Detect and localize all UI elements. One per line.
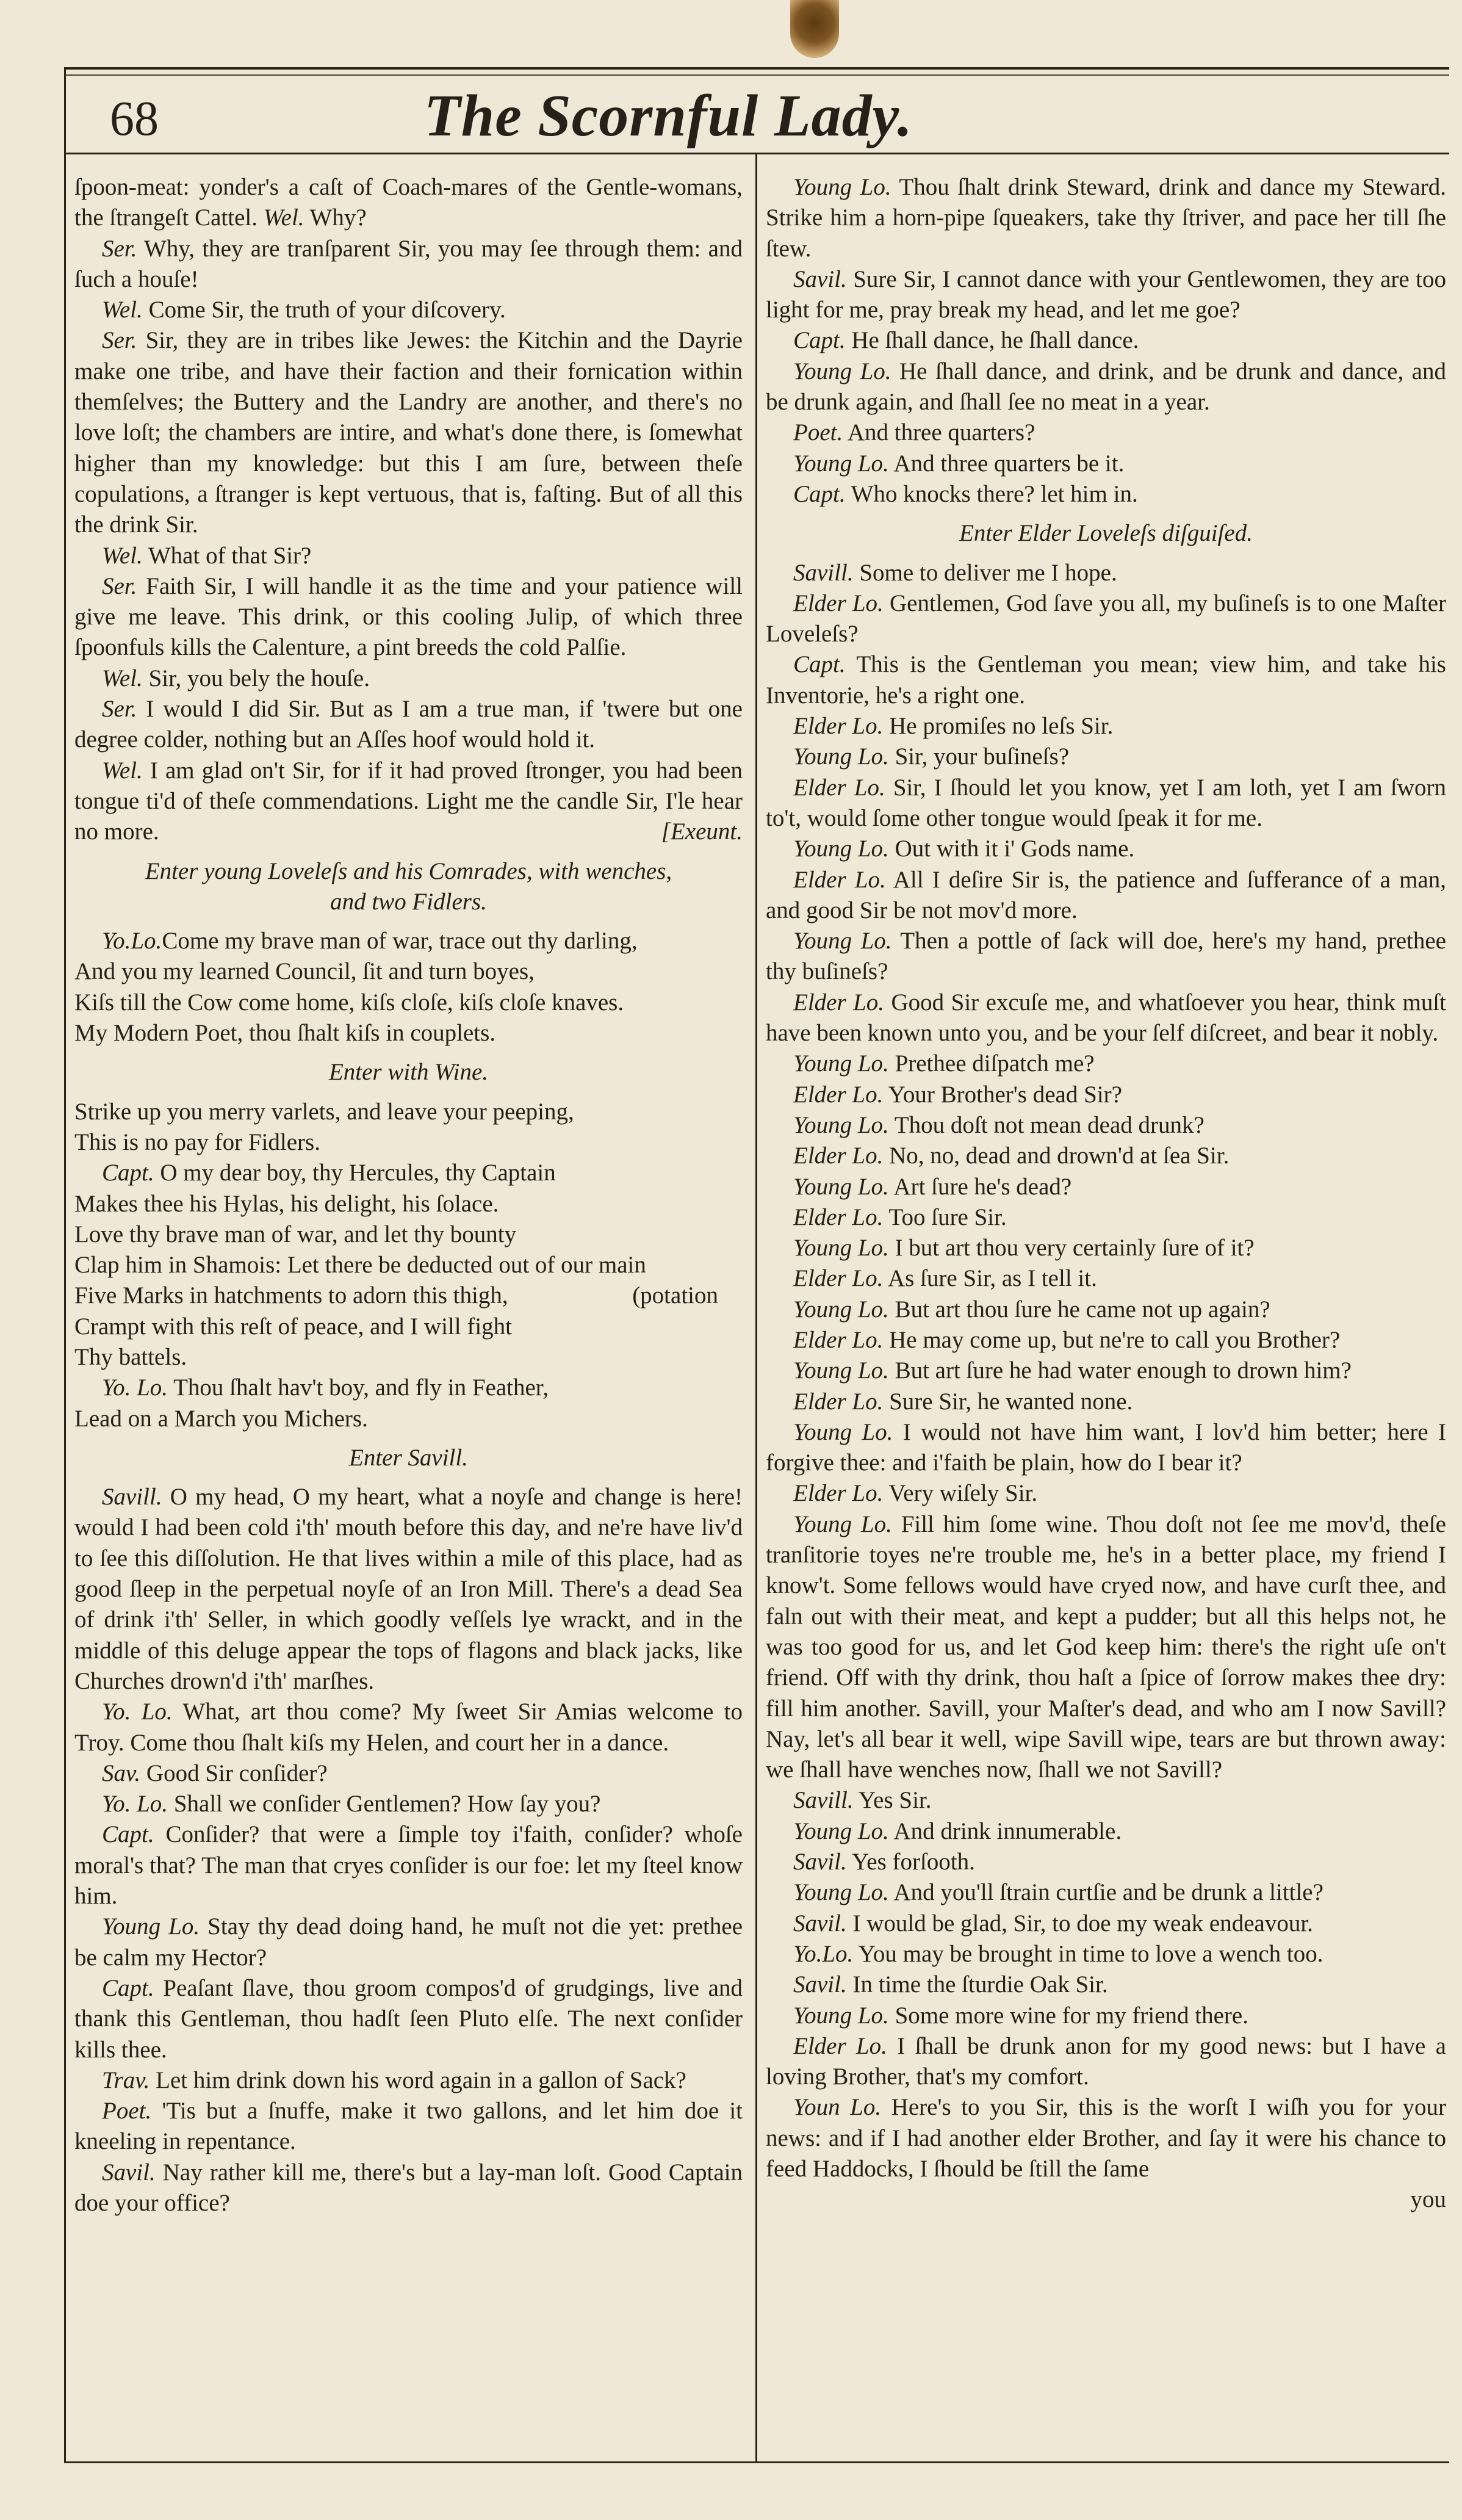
speech: [766, 2001, 1446, 2031]
speaker-name: Elder Lo.: [793, 989, 885, 1016]
verse-overflow: (potation: [632, 1282, 718, 1309]
verse-text: And you my learned Council, ſit and turn boyes,: [74, 958, 535, 985]
speaker-name: Elder Lo.: [793, 1204, 884, 1230]
verse-text: Lead on a March you Michers.: [74, 1405, 368, 1432]
speech-text: This is the Gentleman you mean; view him, and take his Inventorie, he's a right one.: [766, 651, 1446, 709]
speaker-name: Yo. Lo.: [102, 1699, 173, 1725]
speech-text: Who knocks there? let him in.: [845, 480, 1138, 507]
running-title: The Scornful Lady.: [423, 83, 913, 149]
speaker-name: Capt.: [102, 1974, 154, 2001]
verse-text: This is no pay for Fidlers.: [74, 1128, 320, 1155]
speech-text: I but art thou very certainly ſure of it?: [888, 1235, 1255, 1262]
speech-text: Some to deliver me I hope.: [853, 559, 1117, 586]
speech: [766, 773, 1446, 834]
right-column: [766, 172, 1446, 2215]
speaker-name: Young Lo.: [793, 743, 889, 770]
stage-direction-line: Enter Elder Loveleſs diſguiſed.: [959, 520, 1253, 547]
verse-line: [74, 1097, 743, 1127]
speech-text: Yes Sir.: [853, 1787, 932, 1814]
speech-text: Thou ſhalt drink Steward, drink and dance my Steward. Strike him a horn-pipe ſqueakers, take thy ſtriver, and pace her till ſhe ſtew.: [766, 174, 1446, 262]
speaker-name: Elder Lo.: [793, 1388, 884, 1415]
speech-text: But art thou ſure he came not up again?: [888, 1296, 1270, 1323]
speech-text: Peaſant ſlave, thou groom compos'd of grudgings, live and thank this Gentleman, thou hadſt ſeen Pluto elſe. The next conſider kills thee.: [74, 1974, 743, 2063]
speech: [766, 1141, 1446, 1171]
stage-direction: [74, 1057, 743, 1088]
speech: [74, 325, 743, 540]
speaker-name: Wel.: [102, 757, 143, 784]
speech-text: I would I did Sir. But as I am a true man, if 'twere but one degree colder, nothing but an Aſſes hoof would hold it.: [74, 696, 743, 753]
speaker-name: Savill.: [102, 1484, 162, 1511]
speech-text: Sir, they are in tribes like Jewes: the Kitchin and the Dayrie make one tribe, and have their faction and their fornication within themſelves; the Buttery and the Landry are another, and there's no love loſt; the chambers are intire, and what's done there, is ſomewhat higher than my knowledge: but this I am ſure, between theſe copulations, a ſtranger is kept vertuous, that is, faſting. But of all this the drink Sir.: [74, 327, 743, 538]
speech-text: And three quarters be it.: [888, 450, 1125, 477]
speech: [766, 987, 1446, 1049]
speech: [766, 356, 1446, 418]
speech-text: Some more wine for my friend there.: [888, 2002, 1248, 2029]
verse-text: Love thy brave man of war, and let thy bounty: [74, 1221, 517, 1247]
top-rule-inner: [64, 74, 1449, 76]
speaker-name: Young Lo.: [793, 1511, 892, 1537]
speaker-name: Yo. Lo.: [102, 1374, 168, 1401]
speech-text: Prethee diſpatch me?: [888, 1050, 1095, 1077]
speech: [766, 2092, 1446, 2184]
speech: [766, 1478, 1446, 1509]
speech: [766, 865, 1446, 926]
speaker-name: Savil.: [793, 1971, 847, 1998]
speech: [74, 234, 743, 295]
speech-text: Good Sir excuſe me, and whatſoever you hear, think muſt have been known unto you, and be your ſelf diſcreet, and bear it nobly.: [766, 989, 1446, 1047]
speech: [766, 1049, 1446, 1079]
verse-text: O my dear boy, thy Hercules, thy Captain: [154, 1160, 556, 1186]
speech-text: Your Brother's dead Sir?: [883, 1081, 1122, 1108]
speaker-name: Young Lo.: [793, 1050, 889, 1077]
speaker-name: Young Lo.: [793, 174, 891, 200]
speech-text: Gentlemen, God ſave you all, my buſineſs is to one Maſter Loveleſs?: [766, 590, 1446, 648]
speaker-name: Elder Lo.: [793, 1480, 884, 1507]
speech-text: Shall we conſider Gentlemen? How ſay you?: [168, 1791, 601, 1818]
speaker-name: Yo.Lo.: [793, 1940, 854, 1967]
stage-direction-line: Enter with Wine.: [328, 1059, 489, 1086]
speech-text: 'Tis but a ſnuffe, make it two gallons, and let him doe it kneeling in repentance.: [74, 2098, 743, 2155]
speech: [766, 1080, 1446, 1110]
speech: [766, 834, 1446, 864]
verse-line: [74, 987, 743, 1018]
speech: [74, 1973, 743, 2065]
speech: [766, 558, 1446, 588]
verse-text: Clap him in Shamois: Let there be deducted out of our main: [74, 1252, 646, 1279]
speaker-name: Young Lo.: [793, 1173, 889, 1200]
speaker-name: Young Lo.: [793, 836, 889, 862]
speech: [766, 172, 1446, 264]
speech-text: And three quarters?: [843, 419, 1035, 446]
verse-line: [74, 1373, 743, 1403]
stage-direction: [766, 518, 1446, 549]
speaker-name: Wel.: [102, 665, 143, 691]
speaker-name: Young Lo.: [793, 1111, 889, 1138]
speech: [74, 1758, 743, 1789]
speaker-name: Elder Lo.: [793, 1265, 884, 1292]
speech: [766, 1908, 1446, 1939]
speech-text: Why, they are tranſparent Sir, you may ſee through them: and ſuch a houſe!: [74, 235, 743, 292]
speech-text: And drink innumerable.: [888, 1818, 1122, 1844]
speech: [766, 1356, 1446, 1386]
speaker-name: Trav.: [102, 2067, 150, 2093]
speech-text: Nay rather kill me, there's but a lay-man loſt. Good Captain doe your office?: [74, 2159, 743, 2216]
verse-line: [74, 1219, 743, 1250]
speech: [74, 2065, 743, 2096]
speech: [766, 1233, 1446, 1263]
speech: [74, 1912, 743, 1973]
page-number: 68: [110, 92, 159, 146]
speech-text: No, no, dead and drown'd at ſea Sir.: [883, 1143, 1230, 1169]
verse-line: [74, 1250, 743, 1280]
speaker-name: Elder Lo.: [793, 866, 886, 893]
verse-line: [74, 1342, 743, 1373]
speaker-name: Young Lo.: [793, 2002, 889, 2029]
speech-text: He promiſes no leſs Sir.: [883, 713, 1114, 740]
speaker-name: Elder Lo.: [793, 1081, 884, 1108]
speech: [766, 417, 1446, 448]
speech-text: I would be glad, Sir, to doe my weak endeavour.: [846, 1910, 1313, 1937]
speaker-name: Young Lo.: [793, 358, 891, 384]
speaker-name: Savil.: [102, 2159, 156, 2186]
speech: [766, 649, 1446, 711]
verse-text: Five Marks in hatchments to adorn this thigh,: [74, 1282, 508, 1309]
speech: [766, 588, 1446, 650]
speech-text: What, art thou come? My ſweet Sir Amias welcome to Troy. Come thou ſhalt kiſs my Helen, and court her in a dance.: [74, 1699, 743, 1756]
verse-text: Come my brave man of war, trace out thy darling,: [162, 928, 638, 955]
speaker-name: Capt.: [793, 327, 846, 354]
speech: [74, 295, 743, 325]
speaker-name: Yo. Lo.: [102, 1791, 168, 1818]
speech: [74, 1819, 743, 1912]
speech: [74, 1697, 743, 1758]
speech: [74, 1789, 743, 1819]
speech-text: Yes forſooth.: [846, 1849, 975, 1876]
speaker-name: Young Lo.: [793, 1879, 889, 1906]
speech-text: As ſure Sir, as I tell it.: [883, 1265, 1097, 1292]
speaker-name: Savil.: [793, 265, 847, 292]
verse-text: My Modern Poet, thou ſhalt kiſs in couplets.: [74, 1020, 496, 1047]
speaker-name: Wel.: [102, 542, 143, 569]
speech-text: He ſhall dance, he ſhall dance.: [845, 327, 1139, 354]
speech: [74, 541, 743, 571]
speech-text: O my head, O my heart, what a noyſe and change is here! would I had been cold i'th' mouth before this day, and ne're have liv'd to ſee this diſſolution. He that lives within a mile of this place, had as good ſleep in the perpetual noyſe of an Iron Mill. There's a dead Sea of drink i'th' Seller, in which goodly veſſels lye wrackt, and in the middle of this deluge appear the tops of flagons and black jacks, like Churches drown'd i'th' marſhes.: [74, 1484, 743, 1694]
speech-text: What of that Sir?: [142, 542, 312, 569]
speech-text: Sir, your buſineſs?: [888, 743, 1070, 770]
speech-text: Conſider? that were a ſimple toy i'faith, conſider? whoſe moral's that? The man that cryes conſider is our foe: let my ſteel know him.: [74, 1821, 743, 1910]
speech-text: Come Sir, the truth of your diſcovery.: [142, 297, 506, 323]
speech-text: Art ſure he's dead?: [888, 1173, 1072, 1200]
speech: [766, 1847, 1446, 1877]
speech: [766, 479, 1446, 510]
speaker-name: Yo.Lo.: [102, 928, 162, 955]
speaker-name: Young Lo.: [793, 1818, 889, 1844]
speech-text: Why?: [304, 204, 367, 231]
speech-text: I would not have him want, I lov'd him better; here I forgive thee: and i'faith be plain, how do I bear it?: [766, 1418, 1446, 1476]
speech-text: You may be brought in time to love a wench too.: [853, 1940, 1323, 1967]
speaker-name: Youn Lo.: [793, 2094, 882, 2121]
verse-line: [74, 1018, 743, 1049]
speech: [74, 571, 743, 663]
speaker-name: Elder Lo.: [793, 590, 884, 616]
speech: [766, 1509, 1446, 1786]
speech-text: Sure Sir, he wanted none.: [883, 1388, 1133, 1415]
speech: [766, 1325, 1446, 1356]
speaker-name: Ser.: [102, 572, 137, 599]
speaker-name: Sav.: [102, 1760, 141, 1786]
speech-text: Sir, you bely the houſe.: [142, 665, 370, 691]
catchword: you: [1410, 2186, 1446, 2213]
speech: [766, 1785, 1446, 1816]
stage-direction-line: Enter young Loveleſs and his Comrades, with wenches,: [145, 857, 672, 884]
speech: [766, 1172, 1446, 1202]
speaker-name: Poet.: [793, 419, 843, 446]
verse-passage: [74, 926, 743, 1049]
stage-direction-line: Enter Savill.: [349, 1444, 468, 1471]
verse-text: Thou ſhalt hav't boy, and fly in Feather,: [168, 1374, 549, 1401]
speech: [74, 2096, 743, 2157]
speech: [766, 711, 1446, 742]
speech: [74, 172, 743, 234]
speech: [766, 1202, 1446, 1233]
speaker-name: Savil.: [793, 1910, 847, 1937]
speech: [74, 694, 743, 756]
speaker-name: Capt.: [793, 651, 846, 678]
speech-text: Here's to you Sir, this is the worſt I wiſh you for your news: and if I had another elder Brother, and ſay it were his chance to feed Haddocks, I ſhould be ſtill the ſame: [766, 2094, 1446, 2182]
verse-line: [74, 1404, 743, 1434]
stage-direction: [74, 856, 743, 918]
verse-line: [74, 1312, 743, 1342]
ink-blot: [790, 0, 839, 58]
speaker-name: Ser.: [102, 235, 137, 262]
speaker-name: Capt.: [102, 1821, 154, 1848]
speech-text: Too ſure Sir.: [883, 1204, 1007, 1230]
stage-direction-line: and two Fidlers.: [330, 888, 487, 915]
verse-text: Kiſs till the Cow come home, kiſs cloſe, kiſs cloſe knaves.: [74, 989, 624, 1016]
speech-text: ſpoon-meat: yonder's a caſt of Coach-mares of the Gentle-womans, the ſtrangeſt Cattel.: [74, 174, 743, 231]
speech: [766, 264, 1446, 326]
verse-line: [74, 1189, 743, 1219]
speech-text: And you'll ſtrain curtſie and be drunk a little?: [888, 1879, 1323, 1906]
verse-passage: [74, 1097, 743, 1434]
speech-text: Stay thy dead doing hand, he muſt not die yet: prethee be calm my Hector?: [74, 1913, 743, 1971]
speech-text: He may come up, but ne're to call you Brother?: [883, 1326, 1341, 1353]
speech-text: Then a pottle of ſack will doe, here's my hand, prethee thy buſineſs?: [766, 928, 1446, 985]
speaker-name: Young Lo.: [793, 928, 892, 955]
speaker-name: Elder Lo.: [793, 713, 884, 740]
exeunt-direction: [Exeunt.: [661, 818, 743, 845]
speaker-name: Ser.: [102, 327, 137, 354]
speech: [74, 756, 743, 848]
speech: [766, 1294, 1446, 1325]
left-border-rule: [64, 67, 66, 2463]
speaker-name: Poet.: [102, 2098, 152, 2125]
speaker-name: Young Lo.: [793, 1418, 893, 1445]
speaker-name: Young Lo.: [793, 1235, 889, 1262]
speech: [766, 1263, 1446, 1294]
speech-text: In time the ſturdie Oak Sir.: [846, 1971, 1108, 1998]
left-column: [74, 172, 743, 2219]
speech: [766, 449, 1446, 479]
verse-text: Strike up you merry varlets, and leave your peeping,: [74, 1098, 574, 1125]
speech: [766, 742, 1446, 772]
verse-line: [74, 1127, 743, 1158]
speech: [766, 926, 1446, 987]
speaker-name: Wel.: [263, 204, 304, 231]
speech: [766, 325, 1446, 356]
verse-text: Crampt with this reſt of peace, and I will fight: [74, 1313, 512, 1340]
speech-text: He ſhall dance, and drink, and be drunk and dance, and be drunk again, and ſhall ſee no meat in a year.: [766, 358, 1446, 416]
verse-line: [74, 956, 743, 987]
verse-text: Makes thee his Hylas, his delight, his ſolace.: [74, 1190, 499, 1217]
speaker-name: Elder Lo.: [793, 1143, 884, 1169]
speech: [766, 1939, 1446, 1969]
speaker-name: Young Lo.: [793, 450, 889, 477]
speech: [74, 2157, 743, 2219]
speaker-name: Capt.: [102, 1160, 154, 1186]
verse-text: Thy battels.: [74, 1343, 187, 1370]
speech-text: Out with it i' Gods name.: [888, 836, 1135, 862]
speech-text: But art ſure he had water enough to drown him?: [888, 1357, 1352, 1384]
speaker-name: Capt.: [793, 480, 846, 507]
speaker-name: Young Lo.: [793, 1296, 889, 1323]
speech-text: Faith Sir, I will handle it as the time and your patience will give me leave. This drink, or this cooling Julip, of which three ſpoonfuls kills the Calenture, a pint breeds the cold Palſie.: [74, 572, 743, 661]
speech-text: Sir, I ſhould let you know, yet I am loth, yet I am ſworn to't, would ſome other tongue would ſpeak it for me.: [766, 774, 1446, 831]
speech: [766, 1816, 1446, 1847]
top-rule: [64, 67, 1449, 70]
speech-text: Good Sir conſider?: [140, 1760, 328, 1786]
speaker-name: Savill.: [793, 559, 854, 586]
speech: [74, 663, 743, 694]
speaker-name: Wel.: [102, 297, 143, 323]
bottom-rule: [64, 2461, 1449, 2463]
speech: [766, 2031, 1446, 2093]
speaker-name: Young Lo.: [102, 1913, 200, 1940]
speech: [766, 1969, 1446, 2000]
column-divider: [755, 153, 757, 2463]
speaker-name: Ser.: [102, 696, 137, 723]
speech-text: Let him drink down his word again in a gallon of Sack?: [149, 2067, 686, 2093]
speech: [766, 1387, 1446, 1417]
speech-text: I am glad on't Sir, for if it had proved ſtronger, you had been tongue ti'd of theſe commendations. Light me the candle Sir, I'le hear no more.: [74, 757, 743, 845]
speaker-name: Elder Lo.: [793, 2032, 887, 2059]
speech-text: Thou doſt not mean dead drunk?: [888, 1111, 1205, 1138]
stage-direction: [74, 1443, 743, 1473]
speech-text: Fill him ſome wine. Thou doſt not ſee me mov'd, theſe tranſitorie toyes ne're trouble me, he's in a better place, my friend I know't. Some fellows would have cryed now, and have curſt thee, and faln out with their meat, and kept a pudder; but all this helps not, he was too good for us, and let God keep him: there's the right uſe on't friend. Off with thy drink, thou haſt a ſpice of ſorrow makes thee dry: fill him another. Savill, your Maſter's dead, and who am I now Savill? Nay, let's all bear it well, wipe Savill wipe, tears are but thrown away: we ſhall have wenches now, ſhall we not Savill?: [766, 1511, 1446, 1783]
verse-line: [74, 926, 743, 956]
speaker-name: Elder Lo.: [793, 774, 885, 801]
speech-text: All I deſire Sir is, the patience and ſufferance of a man, and good Sir be not mov'd more.: [766, 866, 1446, 923]
speaker-name: Savill.: [793, 1787, 854, 1814]
speaker-name: Young Lo.: [793, 1357, 889, 1384]
speech-text: Very wiſely Sir.: [883, 1480, 1038, 1507]
speech: [74, 1482, 743, 1697]
verse-line: [74, 1158, 743, 1188]
speaker-name: Savil.: [793, 1849, 847, 1876]
speech: [766, 1417, 1446, 1479]
speech: [766, 1110, 1446, 1141]
speech-text: Sure Sir, I cannot dance with your Gentlewomen, they are too light for me, pray break my head, and let me goe?: [766, 265, 1446, 323]
verse-line: [74, 1280, 743, 1311]
speaker-name: Elder Lo.: [793, 1326, 884, 1353]
speech: [766, 1877, 1446, 1908]
speech-text: I ſhall be drunk anon for my good news: but I have a loving Brother, that's my comfort.: [766, 2032, 1446, 2090]
